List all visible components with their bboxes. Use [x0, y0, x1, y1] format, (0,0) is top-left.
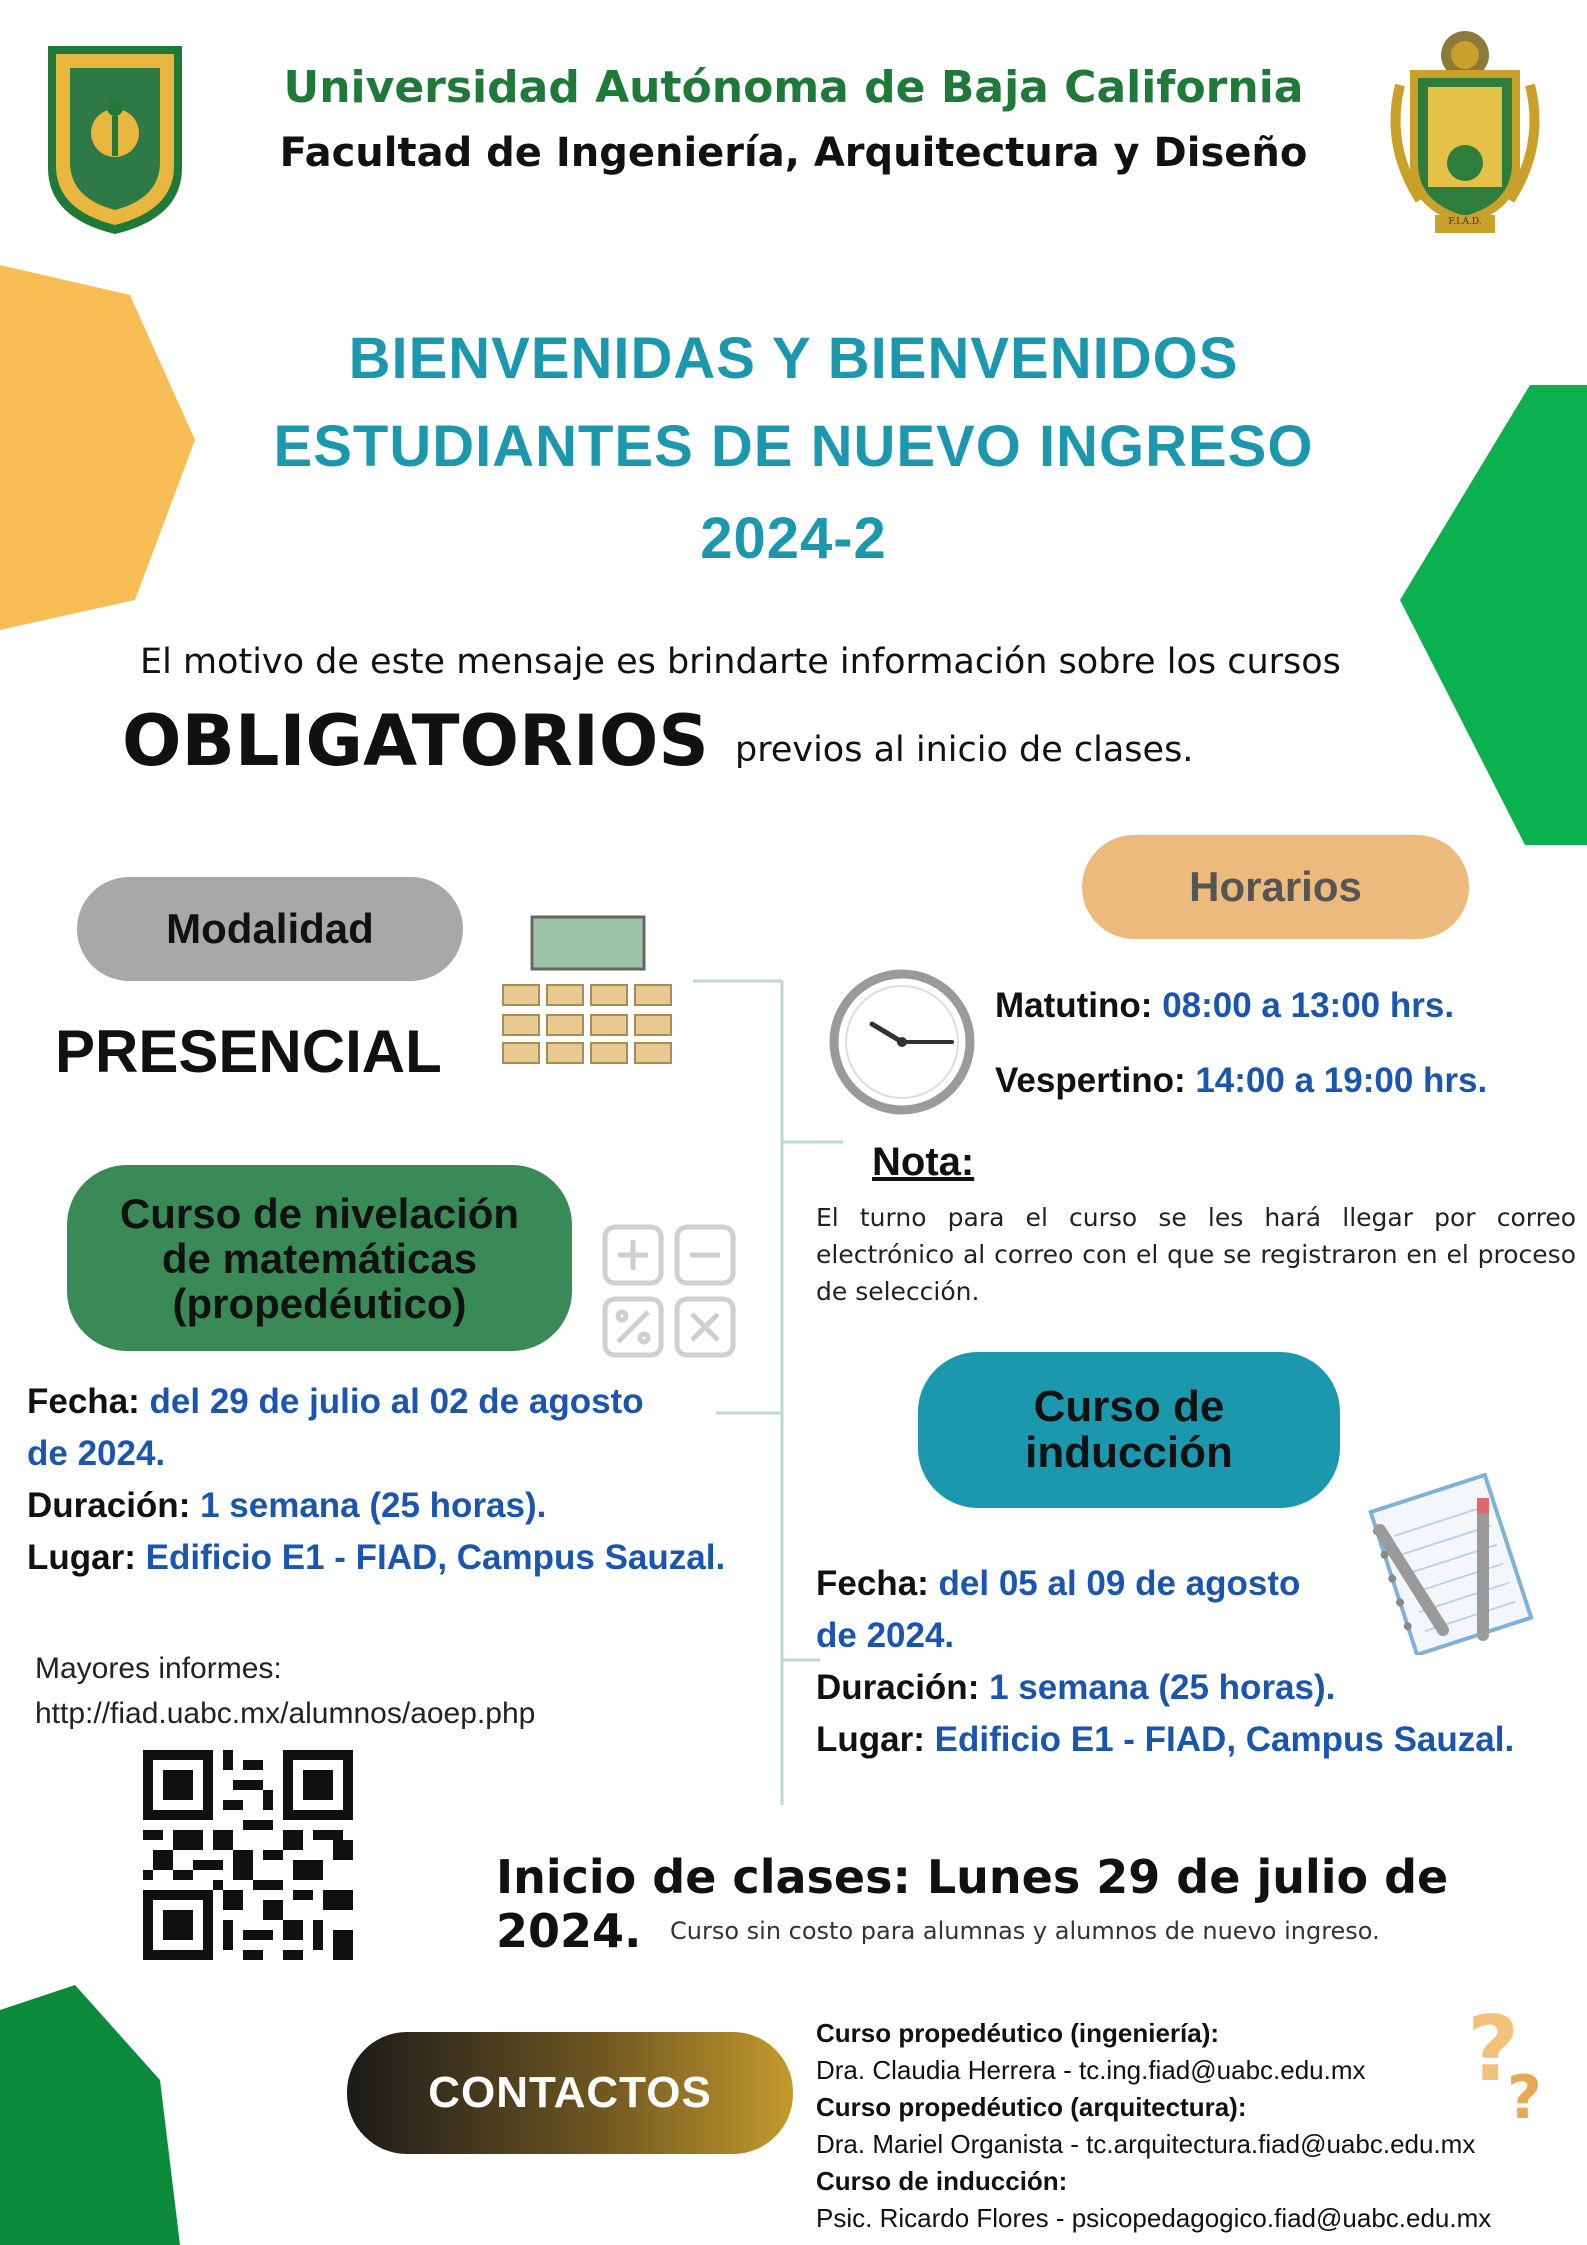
clock-icon — [828, 968, 976, 1116]
contact-heading-3: Curso de inducción: — [816, 2166, 1068, 2196]
matematicas-lugar-label: Lugar: — [27, 1538, 136, 1577]
vespertino-row — [995, 1055, 1487, 1107]
contact-heading-2: Curso propedéutico (arquitectura): — [816, 2092, 1247, 2122]
classroom-icon — [495, 915, 680, 1070]
induccion-lugar-value: Edificio E1 - FIAD, Campus Sauzal. — [934, 1720, 1515, 1759]
mas-info-url[interactable]: http://fiad.uabc.mx/alumnos/aoep.php — [35, 1697, 536, 1730]
university-name: Universidad Autónoma de Baja California — [283, 62, 1304, 113]
math-operators-icon — [600, 1222, 740, 1362]
qr-code-icon — [143, 1750, 353, 1960]
inicio-clases: Inicio de clases: Lunes 29 de julio de 2024. — [496, 1850, 1449, 1958]
contact-detail-1[interactable]: Dra. Claudia Herrera - tc.ing.fiad@uabc.edu.mx — [816, 2055, 1366, 2085]
curso-induccion-label-2: inducción — [1025, 1428, 1233, 1477]
contact-heading-1: Curso propedéutico (ingeniería): — [816, 2018, 1220, 2048]
induccion-info — [816, 1558, 1514, 1766]
modalidad-label: Modalidad — [166, 905, 374, 952]
curso-matematicas-label-3: (propedéutico) — [172, 1279, 467, 1327]
induccion-lugar-label: Lugar: — [816, 1720, 925, 1759]
matutino-label: Matutino: — [995, 986, 1153, 1025]
induccion-fecha-value-1: del 05 al 09 de agosto — [938, 1564, 1301, 1603]
horarios-label: Horarios — [1189, 863, 1362, 910]
vespertino-value: 14:00 a 19:00 hrs. — [1195, 1061, 1488, 1100]
inicio-note: Curso sin costo para alumnas y alumnos de nuevo ingreso. — [670, 1917, 1380, 1945]
matematicas-duracion-value: 1 semana (25 horas). — [200, 1486, 547, 1525]
welcome-line-2: ESTUDIANTES DE NUEVO INGRESO — [273, 414, 1314, 479]
curso-matematicas-pill — [67, 1165, 572, 1351]
matutino-row — [995, 980, 1454, 1032]
modalidad-value: PRESENCIAL — [55, 1018, 442, 1085]
svg-text:?: ? — [1507, 2063, 1542, 2125]
fiad-logo-caption: F.I.A.D. — [1448, 217, 1482, 227]
orange-hexagon-shape — [0, 265, 195, 630]
faculty-name: Facultad de Ingeniería, Arquitectura y Diseño — [279, 130, 1308, 176]
intro-text: El motivo de este mensaje es brindarte información sobre los cursos — [140, 642, 1341, 682]
induccion-fecha-value-2: de 2024. — [816, 1616, 955, 1655]
matematicas-lugar-value: Edificio E1 - FIAD, Campus Sauzal. — [145, 1538, 726, 1577]
matematicas-fecha-value-2: de 2024. — [27, 1434, 166, 1473]
intro-rest: previos al inicio de clases. — [735, 730, 1194, 770]
curso-induccion-pill — [918, 1352, 1340, 1508]
dark-green-triangle-shape — [0, 1985, 180, 2245]
contactos-label: CONTACTOS — [428, 2068, 712, 2117]
welcome-line-3: 2024-2 — [700, 506, 887, 571]
curso-induccion-label-1: Curso de — [1033, 1382, 1225, 1431]
matematicas-duracion-label: Duración: — [27, 1486, 191, 1525]
matematicas-info — [27, 1376, 725, 1584]
matematicas-fecha-value-1: del 29 de julio al 02 de agosto — [149, 1382, 644, 1421]
matutino-value: 08:00 a 13:00 hrs. — [1162, 986, 1455, 1025]
matematicas-fecha-label: Fecha: — [27, 1382, 140, 1421]
contacts-list — [816, 2015, 1491, 2237]
nota-label: Nota: — [872, 1140, 975, 1184]
contact-detail-3[interactable]: Psic. Ricardo Flores - psicopedagogico.fiad@uabc.edu.mx — [816, 2203, 1492, 2233]
curso-matematicas-label-2: de matemáticas — [161, 1234, 478, 1282]
curso-matematicas-label-1: Curso de nivelación — [119, 1189, 520, 1237]
mas-info-label: Mayores informes: — [35, 1652, 282, 1685]
svg-text:?: ? — [1467, 2000, 1520, 2102]
nota-text: El turno para el curso se les hará llegar por correo electrónico al correo con el que se registraron en el proceso de selección. — [816, 1203, 1576, 1306]
contact-detail-2[interactable]: Dra. Mariel Organista - tc.arquitectura.fiad@uabc.edu.mx — [816, 2129, 1476, 2159]
green-hexagon-shape — [1400, 385, 1587, 845]
obligatorios-emphasis: OBLIGATORIOS — [122, 700, 709, 782]
welcome-line-1: BIENVENIDAS Y BIENVENIDOS — [348, 326, 1239, 391]
horarios-pill — [1082, 835, 1469, 939]
induccion-fecha-label: Fecha: — [816, 1564, 929, 1603]
induccion-duracion-value: 1 semana (25 horas). — [989, 1668, 1336, 1707]
modalidad-pill — [77, 877, 463, 981]
induccion-duracion-label: Duración: — [816, 1668, 980, 1707]
contactos-pill — [347, 2032, 793, 2154]
vespertino-label: Vespertino: — [995, 1061, 1186, 1100]
